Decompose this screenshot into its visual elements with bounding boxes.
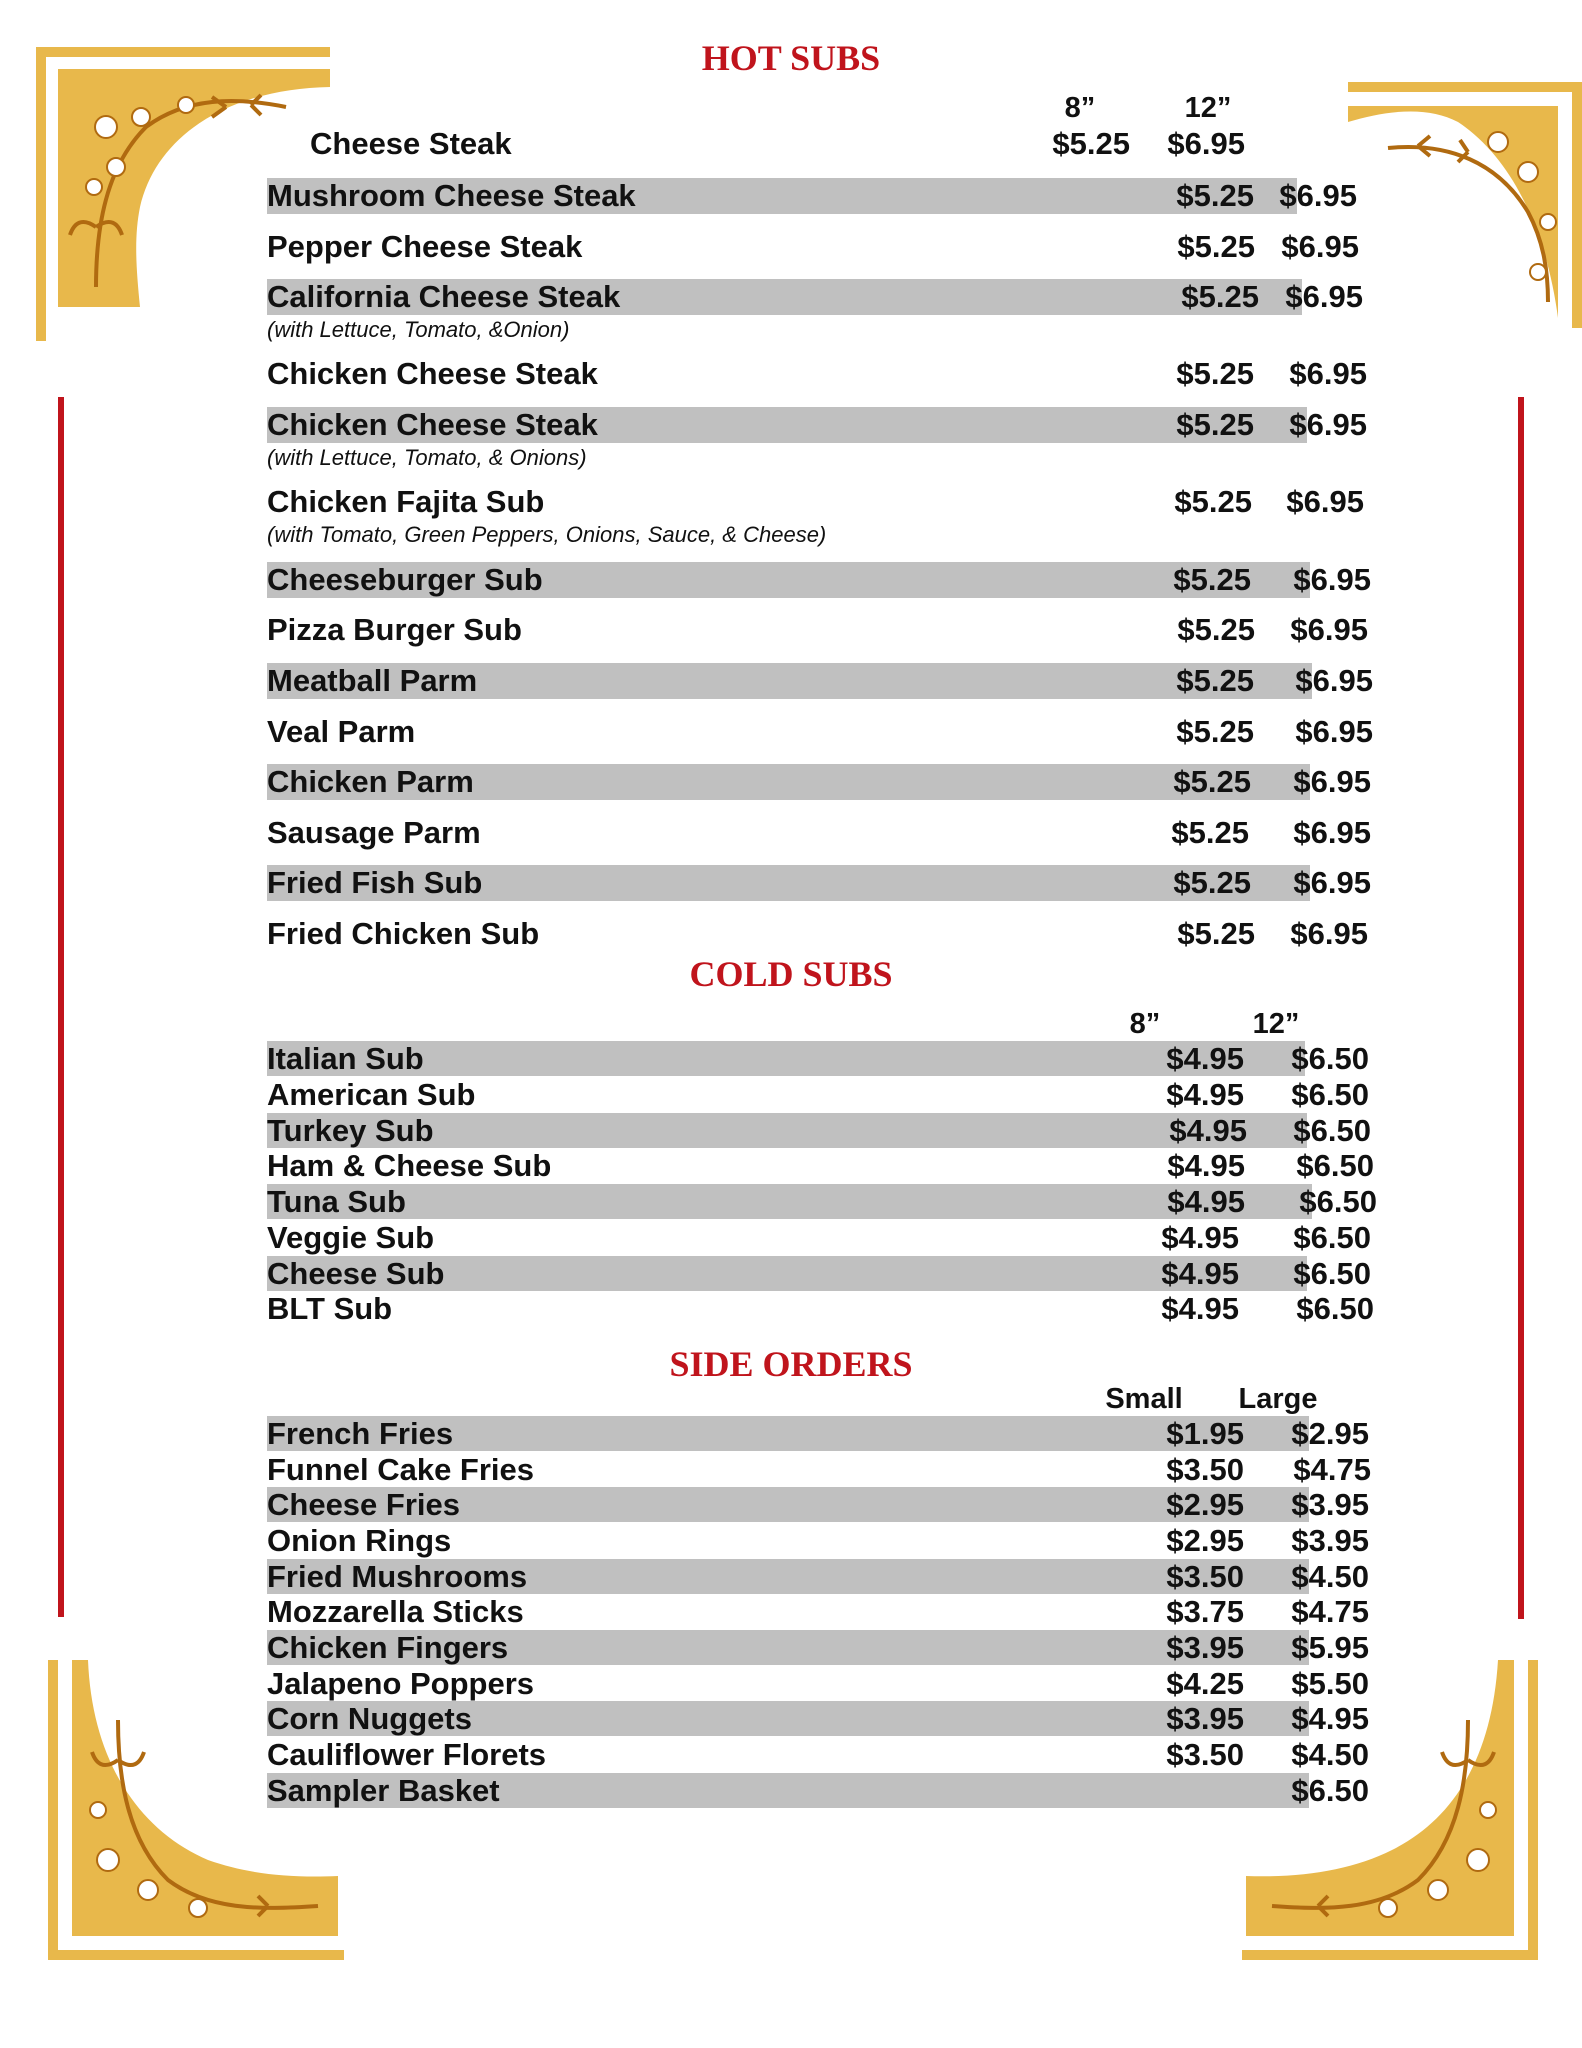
price-12-inch: $6.95 [1281, 229, 1359, 264]
item-name: Pizza Burger Sub [267, 612, 522, 647]
price-8-inch: $5.25 [1176, 178, 1254, 213]
item-name: Veggie Sub [267, 1220, 435, 1255]
price-large: $4.50 [1291, 1737, 1369, 1772]
price-large: $5.95 [1291, 1630, 1369, 1665]
price-12-inch: $6.50 [1293, 1113, 1371, 1148]
price-8-inch: $5.25 [1173, 562, 1251, 597]
section-title-hot-subs: HOT SUBS [701, 38, 881, 78]
price-small: $4.25 [1166, 1666, 1244, 1701]
price-large: $6.50 [1291, 1773, 1369, 1808]
price-12-inch: $6.50 [1291, 1041, 1369, 1076]
item-name: Ham & Cheese Sub [267, 1148, 552, 1183]
price-large: $4.75 [1291, 1594, 1369, 1629]
price-12-inch: $6.50 [1293, 1220, 1371, 1255]
price-8-inch: $4.95 [1166, 1041, 1244, 1076]
item-name: Fried Mushrooms [267, 1559, 528, 1594]
price-12-inch: $6.95 [1167, 126, 1245, 161]
price-8-inch: $5.25 [1176, 356, 1254, 391]
price-8-inch: $5.25 [1176, 714, 1254, 749]
item-name: BLT Sub [267, 1291, 393, 1326]
price-small: $2.95 [1166, 1523, 1244, 1558]
price-12-inch: $6.50 [1291, 1077, 1369, 1112]
price-large: $2.95 [1291, 1416, 1369, 1451]
price-large: $3.95 [1291, 1487, 1369, 1522]
item-name: Cauliflower Florets [267, 1737, 547, 1772]
price-8-inch: $4.95 [1161, 1220, 1239, 1255]
price-8-inch: $5.25 [1052, 126, 1130, 161]
section-title-cold-subs: COLD SUBS [689, 954, 893, 994]
price-8-inch: $5.25 [1176, 407, 1254, 442]
item-name: Tuna Sub [267, 1184, 406, 1219]
price-12-inch: $6.50 [1296, 1148, 1374, 1183]
size-header-12-inch: 12” [1184, 92, 1232, 124]
price-12-inch: $6.95 [1295, 714, 1373, 749]
size-header-12-inch: 12” [1252, 1008, 1300, 1040]
size-header-small: Small [1105, 1383, 1183, 1415]
price-12-inch: $6.50 [1296, 1291, 1374, 1326]
price-12-inch: $6.95 [1279, 178, 1357, 213]
size-header-8-inch: 8” [1129, 1008, 1161, 1040]
price-8-inch: $5.25 [1177, 612, 1255, 647]
price-8-inch: $5.25 [1181, 279, 1259, 314]
item-name: Sausage Parm [267, 815, 481, 850]
price-8-inch: $4.95 [1167, 1148, 1245, 1183]
item-note: (with Tomato, Green Peppers, Onions, Sauce, & Cheese) [267, 522, 827, 547]
price-12-inch: $6.95 [1286, 484, 1364, 519]
floral-corner-ornament-icon [1348, 82, 1582, 328]
price-8-inch: $5.25 [1173, 764, 1251, 799]
price-large: $4.95 [1291, 1701, 1369, 1736]
price-12-inch: $6.50 [1299, 1184, 1377, 1219]
item-name: Fried Chicken Sub [267, 916, 540, 951]
price-12-inch: $6.95 [1293, 865, 1371, 900]
item-name: Chicken Fingers [267, 1630, 509, 1665]
item-name: Pepper Cheese Steak [267, 229, 583, 264]
item-name: Corn Nuggets [267, 1701, 472, 1736]
size-header-large: Large [1238, 1383, 1318, 1415]
price-8-inch: $5.25 [1173, 865, 1251, 900]
item-name: Cheese Sub [267, 1256, 445, 1291]
item-name: Cheeseburger Sub [267, 562, 543, 597]
price-small: $3.50 [1166, 1559, 1244, 1594]
price-large: $3.95 [1291, 1523, 1369, 1558]
item-name: American Sub [267, 1077, 476, 1112]
item-name: Jalapeno Poppers [267, 1666, 535, 1701]
price-small: $2.95 [1166, 1487, 1244, 1522]
price-8-inch: $5.25 [1177, 229, 1255, 264]
item-name: French Fries [267, 1416, 454, 1451]
item-note: (with Lettuce, Tomato, &Onion) [267, 317, 570, 342]
price-8-inch: $4.95 [1166, 1077, 1244, 1112]
price-12-inch: $6.95 [1285, 279, 1363, 314]
item-name: Onion Rings [267, 1523, 452, 1558]
price-8-inch: $4.95 [1169, 1113, 1247, 1148]
price-12-inch: $6.95 [1290, 612, 1368, 647]
price-8-inch: $4.95 [1161, 1256, 1239, 1291]
price-8-inch: $5.25 [1176, 663, 1254, 698]
item-name: Cheese Steak [310, 126, 512, 161]
item-name: Mozzarella Sticks [267, 1594, 524, 1629]
price-12-inch: $6.95 [1293, 562, 1371, 597]
item-name: Funnel Cake Fries [267, 1452, 535, 1487]
item-name: Sampler Basket [267, 1773, 500, 1808]
item-note: (with Lettuce, Tomato, & Onions) [267, 445, 587, 470]
item-name: Fried Fish Sub [267, 865, 483, 900]
item-name: Mushroom Cheese Steak [267, 178, 636, 213]
size-header-8-inch: 8” [1064, 92, 1096, 124]
item-name: Veal Parm [267, 714, 416, 749]
price-12-inch: $6.95 [1295, 663, 1373, 698]
item-name: Chicken Parm [267, 764, 474, 799]
price-large: $5.50 [1291, 1666, 1369, 1701]
price-12-inch: $6.95 [1289, 407, 1367, 442]
price-12-inch: $6.95 [1290, 916, 1368, 951]
price-12-inch: $6.95 [1293, 815, 1371, 850]
price-8-inch: $5.25 [1171, 815, 1249, 850]
right-red-border-line [1518, 397, 1524, 1619]
section-title-side-orders: SIDE ORDERS [669, 1344, 913, 1384]
price-small: $3.95 [1166, 1701, 1244, 1736]
item-name: Cheese Fries [267, 1487, 460, 1522]
left-red-border-line [58, 397, 64, 1617]
price-8-inch: $5.25 [1177, 916, 1255, 951]
price-12-inch: $6.95 [1289, 356, 1367, 391]
price-small: $3.75 [1166, 1594, 1244, 1629]
item-name: Meatball Parm [267, 663, 478, 698]
item-name: Chicken Cheese Steak [267, 356, 598, 391]
price-small: $1.95 [1166, 1416, 1244, 1451]
price-small: $3.95 [1166, 1630, 1244, 1665]
item-name: Chicken Fajita Sub [267, 484, 545, 519]
price-12-inch: $6.95 [1293, 764, 1371, 799]
price-12-inch: $6.50 [1293, 1256, 1371, 1291]
price-large: $4.75 [1293, 1452, 1371, 1487]
price-8-inch: $5.25 [1174, 484, 1252, 519]
item-name: Italian Sub [267, 1041, 424, 1076]
item-name: Chicken Cheese Steak [267, 407, 598, 442]
price-8-inch: $4.95 [1167, 1184, 1245, 1219]
item-name: Turkey Sub [267, 1113, 434, 1148]
price-small: $3.50 [1166, 1452, 1244, 1487]
price-8-inch: $4.95 [1161, 1291, 1239, 1326]
price-small: $3.50 [1166, 1737, 1244, 1772]
item-name: California Cheese Steak [267, 279, 621, 314]
price-large: $4.50 [1291, 1559, 1369, 1594]
